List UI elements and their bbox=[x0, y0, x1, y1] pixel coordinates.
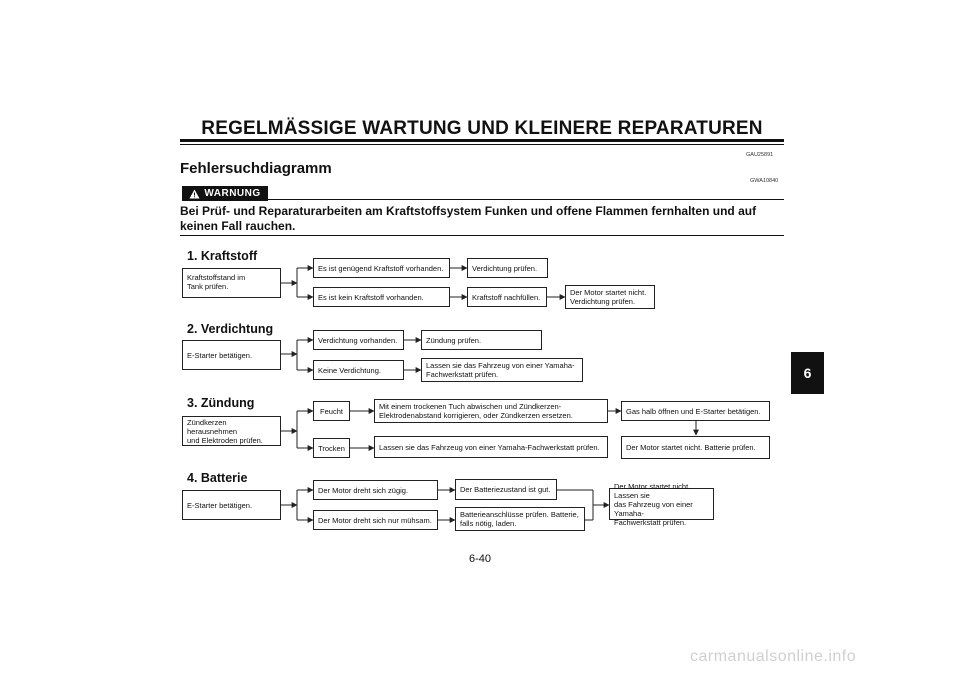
flow-box-batterie-slow: Der Motor dreht sich nur mühsam. bbox=[313, 510, 438, 530]
flow-box-kraftstoff-no: Es ist kein Kraftstoff vorhanden. bbox=[313, 287, 450, 307]
flow-box-zuendung-start: Zündkerzen herausnehmen und Elektroden prüfen. bbox=[182, 416, 281, 446]
warning-code: GWA10840 bbox=[750, 178, 779, 184]
section-code: GAU25891 bbox=[746, 152, 774, 158]
watermark: carmanualsonline.info bbox=[690, 648, 857, 665]
flow-box-zuendung-wet-next: Mit einem trockenen Tuch abwischen und Zündkerzen- Elektrodenabstand korrigieren, oder Zündkerzen ersetzen. bbox=[374, 399, 608, 423]
warning-label: WARNUNG bbox=[204, 188, 261, 199]
flow-box-batterie-start: E-Starter betätigen. bbox=[182, 490, 281, 520]
flow-box-kraftstoff-yes-next: Verdichtung prüfen. bbox=[467, 258, 548, 278]
step-heading-zuendung: 3. Zündung bbox=[187, 396, 255, 410]
flow-box-zuendung-wet-fail: Der Motor startet nicht. Batterie prüfen. bbox=[621, 436, 770, 459]
flow-box-zuendung-dry: Trocken bbox=[313, 438, 350, 458]
chapter-tab: 6 bbox=[791, 352, 824, 394]
flow-box-kraftstoff-start: Kraftstoffstand im Tank prüfen. bbox=[182, 268, 281, 298]
flow-box-verdichtung-start: E-Starter betätigen. bbox=[182, 340, 281, 370]
flow-box-batterie-slow-next: Batterieanschlüsse prüfen. Batterie, falls nötig, laden. bbox=[455, 507, 585, 531]
flow-box-verdichtung-no-next: Lassen sie das Fahrzeug von einer Yamaha- Fachwerkstatt prüfen. bbox=[421, 358, 583, 382]
warning-text: Bei Prüf- und Reparaturarbeiten am Kraftstoffsystem Funken und offene Flammen fernhalten und auf keinen Fall rauchen. bbox=[180, 204, 757, 233]
step-heading-kraftstoff: 1. Kraftstoff bbox=[187, 249, 258, 263]
flow-box-kraftstoff-yes: Es ist genügend Kraftstoff vorhanden. bbox=[313, 258, 450, 278]
page-number: 6-40 bbox=[468, 553, 492, 565]
flow-box-zuendung-wet-result: Gas halb öffnen und E-Starter betätigen. bbox=[621, 401, 770, 421]
flow-box-verdichtung-no: Keine Verdichtung. bbox=[313, 360, 404, 380]
flow-box-zuendung-wet: Feucht bbox=[313, 401, 350, 421]
section-title: Fehlersuchdiagramm bbox=[180, 160, 332, 177]
step-heading-batterie: 4. Batterie bbox=[187, 471, 248, 485]
flow-box-batterie-result: Der Motor startet nicht. Lassen sie das Fahrzeug von einer Yamaha- Fachwerkstatt prüfen. bbox=[609, 488, 714, 520]
flow-box-kraftstoff-no-next: Kraftstoff nachfüllen. bbox=[467, 287, 547, 307]
flow-box-verdichtung-yes-next: Zündung prüfen. bbox=[421, 330, 542, 350]
flow-box-verdichtung-yes: Verdichtung vorhanden. bbox=[313, 330, 404, 350]
flow-box-batterie-fast-next: Der Batteriezustand ist gut. bbox=[455, 479, 557, 500]
page-header-title: REGELMÄSSIGE WARTUNG UND KLEINERE REPARATUREN bbox=[201, 118, 763, 139]
flow-box-zuendung-dry-next: Lassen sie das Fahrzeug von einer Yamaha-Fachwerkstatt prüfen. bbox=[374, 436, 608, 458]
flow-box-kraftstoff-no-result: Der Motor startet nicht. Verdichtung prüfen. bbox=[565, 285, 655, 309]
flow-box-batterie-fast: Der Motor dreht sich zügig. bbox=[313, 480, 438, 500]
step-heading-verdichtung: 2. Verdichtung bbox=[187, 322, 274, 336]
